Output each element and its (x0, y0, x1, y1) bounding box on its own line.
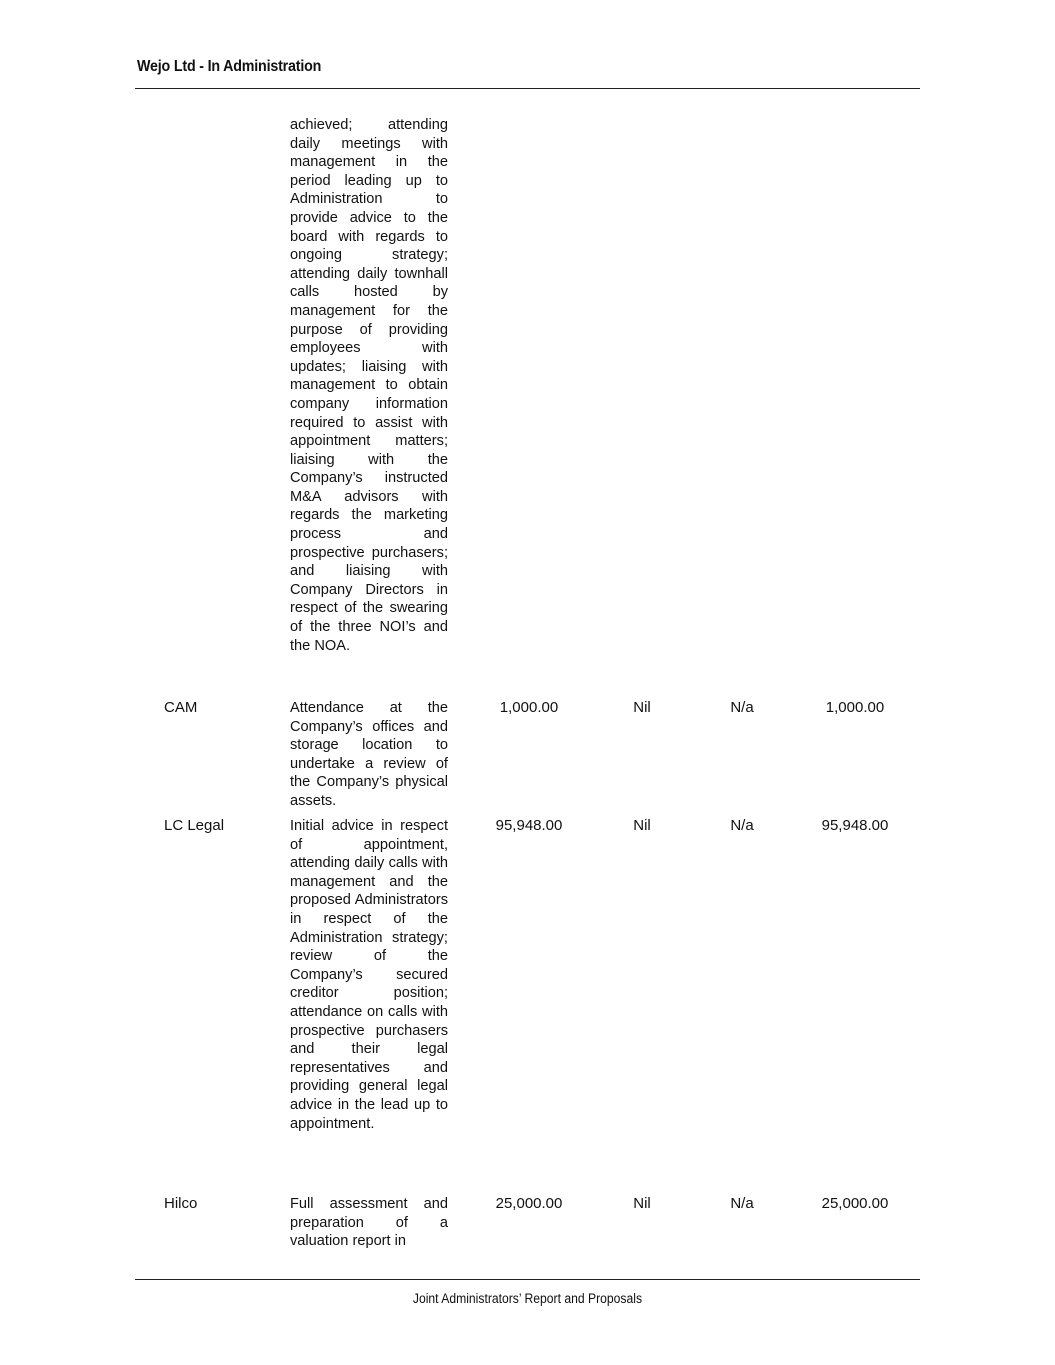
row-col4: N/a (730, 817, 754, 834)
row-total: 1,000.00 (825, 699, 885, 716)
row-amount: 95,948.00 (495, 817, 563, 834)
row-description: Full assessment and preparation of a valuation report in (290, 1196, 448, 1250)
row-col3: Nil (633, 817, 651, 834)
row-col4: N/a (730, 1195, 754, 1212)
row-name: CAM (164, 699, 198, 716)
footer-divider (135, 1279, 920, 1280)
row-col3: Nil (633, 1195, 651, 1212)
continued-description: achieved; attending daily meetings with management in the period leading up to Administration to provide advice to the board with regards to ongoing strategy; attending daily townhall calls hosted by management for the purpose of providing employees with updates; liaising with management to obtain company information required to assist with appointment matters; liaising with the Company’s instructed M&A advisors with regards the marketing process and prospective purchasers; and liaising with Company Directors in respect of the swearing of the three NOI’s and the NOA. (290, 117, 448, 654)
row-col4: N/a (730, 699, 754, 716)
row-amount: 1,000.00 (499, 699, 559, 716)
page-header-title: Wejo Ltd - In Administration (137, 58, 322, 75)
page-footer: Joint Administrators’ Report and Proposals (412, 1291, 643, 1306)
row-name: LC Legal (164, 817, 225, 834)
row-total: 25,000.00 (821, 1195, 889, 1212)
header-divider (135, 88, 920, 89)
row-description: Initial advice in respect of appointment, attending daily calls with management and the proposed Administrators in respect of the Administration strategy; review of the Company’s secured creditor position; attendance on calls with prospective purchasers and their legal representatives and providing general legal advice in the lead up to appointment. (290, 818, 448, 1132)
row-description: Attendance at the Company’s offices and storage location to undertake a review of the Company’s physical assets. (290, 700, 448, 809)
row-name: Hilco (164, 1195, 198, 1212)
row-amount: 25,000.00 (495, 1195, 563, 1212)
row-col3: Nil (633, 699, 651, 716)
row-total: 95,948.00 (821, 817, 889, 834)
